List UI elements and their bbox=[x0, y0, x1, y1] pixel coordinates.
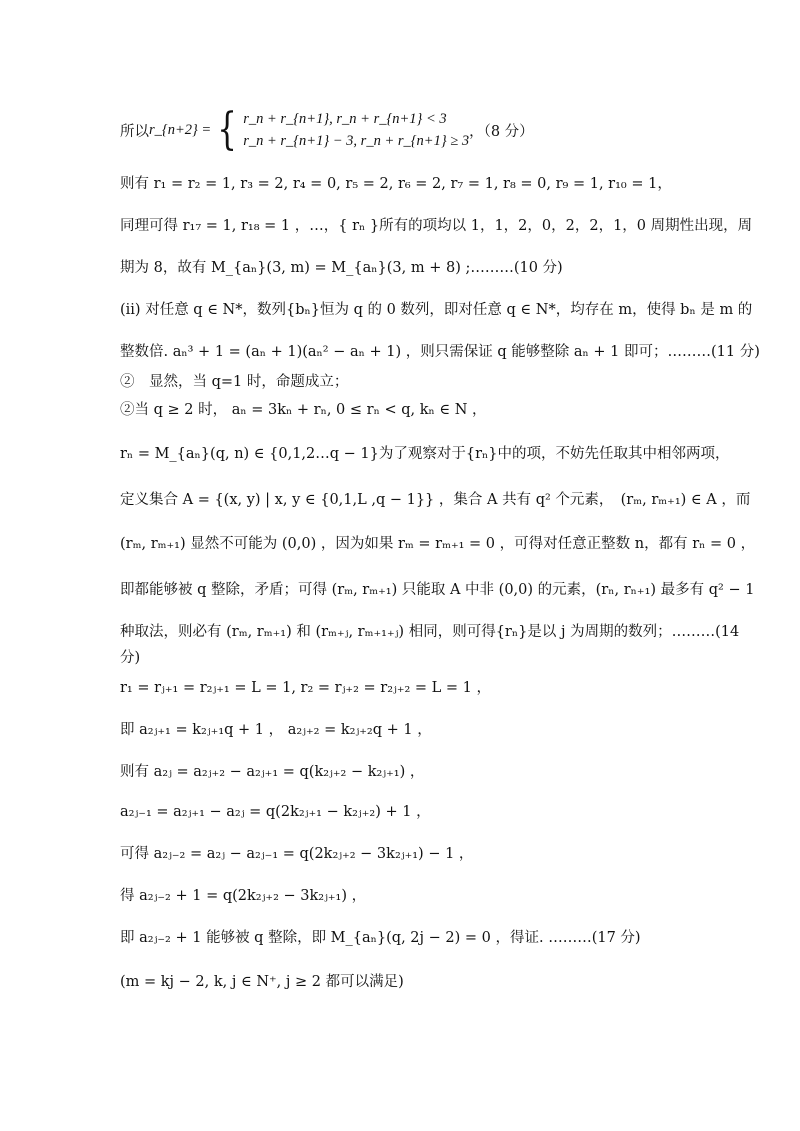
text-line-22: (m = kj − 2, k, j ∈ N⁺, j ≥ 2 都可以满足) bbox=[120, 974, 404, 990]
text-line-15: r₁ = rⱼ₊₁ = r₂ⱼ₊₁ = L = 1, r₂ = rⱼ₊₂ = r₂ⱼ₊₂ = L = 1 ， bbox=[120, 680, 492, 696]
text-line-20: 得 a₂ⱼ₋₂ + 1 = q(2k₂ⱼ₊₂ − 3k₂ⱼ₊₁) ， bbox=[120, 888, 367, 904]
text-line-5: (ii) 对任意 q ∈ N*，数列{bₙ}恒为 q 的 0 数列，即对任意 q ∈ N*，均存在 m，使得 bₙ 是 m 的 bbox=[120, 302, 753, 318]
text-line-17: 则有 a₂ⱼ = a₂ⱼ₊₂ − a₂ⱼ₊₁ = q(k₂ⱼ₊₂ − k₂ⱼ₊₁) ， bbox=[120, 764, 425, 780]
text-line-3: 同理可得 r₁₇ = 1, r₁₈ = 1 ，…，{ rₙ }所有的项均以 1，1，2，0，2，2，1，0 周期性出现，周 bbox=[120, 218, 753, 234]
text-line-8: ②当 q ≥ 2 时， aₙ = 3kₙ + rₙ, 0 ≤ rₙ < q, kₙ ∈ N ， bbox=[120, 402, 487, 418]
piece-case-2: r_n + r_{n+1} − 3, r_n + r_{n+1} ≥ 3 bbox=[243, 133, 470, 149]
text-line-2: 则有 r₁ = r₂ = 1, r₃ = 2, r₄ = 0, r₅ = 2, r₆ = 2, r₇ = 1, r₈ = 0, r₉ = 1, r₁₀ = 1， bbox=[120, 176, 672, 192]
text-line-12: 即都能够被 q 整除，矛盾；可得 (rₘ, rₘ₊₁) 只能取 A 中非 (0,0) 的元素，(rₙ, rₙ₊₁) 最多有 q² − 1 bbox=[120, 582, 755, 598]
text-line-21: 即 a₂ⱼ₋₂ + 1 能够被 q 整除，即 M_{aₙ}(q, 2j − 2) = 0 ，得证. ………(17 分) bbox=[120, 930, 641, 946]
piece-lhs: r_{n+2} = bbox=[149, 121, 212, 138]
piece-cases bbox=[243, 108, 469, 152]
piece-score: ，（8 分） bbox=[469, 123, 534, 140]
text-line-9: rₙ = M_{aₙ}(q, n) ∈ {0,1,2…q − 1}为了观察对于{rₙ}中的项，不妨先任取其中相邻两项， bbox=[120, 446, 730, 462]
piecewise-definition bbox=[120, 100, 534, 160]
text-line-13: 种取法，则必有 (rₘ, rₘ₊₁) 和 (rₘ₊ⱼ, rₘ₊₁₊ⱼ) 相同，则可得{rₙ}是以 j 为周期的数列；………(14 bbox=[120, 624, 740, 640]
text-line-16: 即 a₂ⱼ₊₁ = k₂ⱼ₊₁q + 1 ， a₂ⱼ₊₂ = k₂ⱼ₊₂q + 1 ， bbox=[120, 722, 432, 738]
text-line-14: 分) bbox=[120, 650, 141, 666]
piece-case-1: r_n + r_{n+1}, r_n + r_{n+1} < 3 bbox=[243, 111, 447, 127]
text-line-10: 定义集合 A = {(x, y) | x, y ∈ {0,1,L ,q − 1}} ，集合 A 共有 q² 个元素， (rₘ, rₘ₊₁) ∈ A ，而 bbox=[120, 492, 751, 508]
piece-prefix: 所以 bbox=[120, 123, 149, 140]
left-brace: { bbox=[217, 104, 237, 155]
text-line-4: 期为 8，故有 M_{aₙ}(3, m) = M_{aₙ}(3, m + 8) ;………(10 分) bbox=[120, 260, 563, 276]
text-line-18: a₂ⱼ₋₁ = a₂ⱼ₊₁ − a₂ⱼ = q(2k₂ⱼ₊₁ − k₂ⱼ₊₂) + 1 ， bbox=[120, 804, 431, 820]
text-line-6: 整数倍. aₙ³ + 1 = (aₙ + 1)(aₙ² − aₙ + 1) ，则只需保证 q 能够整除 aₙ + 1 即可；………(11 分) bbox=[120, 344, 760, 360]
text-line-11: (rₘ, rₘ₊₁) 显然不可能为 (0,0) ，因为如果 rₘ = rₘ₊₁ = 0 ，可得对任意正整数 n，都有 rₙ = 0 ， bbox=[120, 536, 756, 552]
text-line-7: ② 显然，当 q=1 时，命题成立； bbox=[120, 374, 349, 390]
text-line-19: 可得 a₂ⱼ₋₂ = a₂ⱼ − a₂ⱼ₋₁ = q(2k₂ⱼ₊₂ − 3k₂ⱼ₊₁) − 1 ， bbox=[120, 846, 474, 862]
